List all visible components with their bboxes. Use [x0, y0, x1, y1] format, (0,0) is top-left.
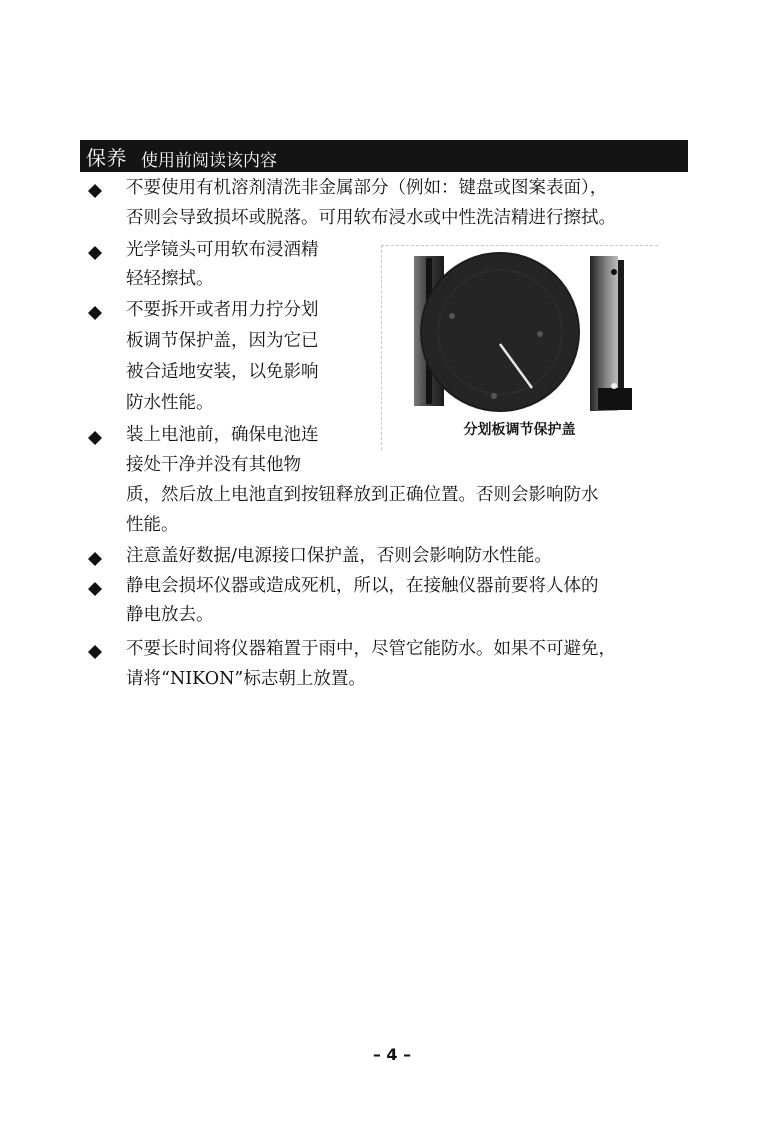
list-item-line: 不要使用有机溶剂清洗非金属部分（例如：键盘或图案表面），: [126, 178, 608, 198]
list-item-line: 质，然后放上电池直到按钮释放到正确位置。否则会影响防水: [126, 485, 599, 505]
figure-caption: 分划板调节保护盖: [463, 422, 576, 438]
bullet-diamond-icon: [88, 577, 110, 599]
section-title: 保养: [86, 146, 127, 170]
section-subtitle: 使用前阅读该内容: [141, 151, 277, 171]
list-item-line: 光学镜头可用软布浸酒精: [126, 240, 319, 260]
list-item-line: 静电放去。: [126, 605, 214, 625]
list-item-line: 防水性能。: [126, 393, 214, 413]
page-number: – 4 –: [372, 1045, 412, 1064]
reticle-cover-figure: [381, 245, 658, 450]
bullet-diamond-icon: [88, 241, 110, 263]
list-item-line: 请将“NIKON”标志朝上放置。: [126, 669, 366, 689]
list-item-line: 装上电池前，确保电池连: [126, 425, 319, 445]
list-item-line: 性能。: [126, 515, 179, 535]
bullet-diamond-icon: [88, 301, 110, 323]
section-header: [80, 140, 688, 172]
list-item-line: 被合适地安装，以免影响: [126, 362, 319, 382]
list-item-line: 接处干净并没有其他物: [126, 455, 301, 475]
list-item-line: 静电会损坏仪器或造成死机，所以，在接触仪器前要将人体的: [126, 576, 599, 596]
bullet-diamond-icon: [88, 640, 110, 662]
list-item-line: 否则会导致损坏或脱落。可用软布浸水或中性洗洁精进行擦拭。: [126, 208, 616, 228]
list-item-line: 板调节保护盖，因为它已: [126, 331, 319, 351]
bullet-diamond-icon: [88, 426, 110, 448]
list-item-line: 不要拆开或者用力拧分划: [126, 300, 319, 320]
list-item-line: 轻轻擦拭。: [126, 269, 214, 289]
bullet-diamond-icon: [88, 179, 110, 201]
bullet-diamond-icon: [88, 547, 110, 569]
list-item-line: 注意盖好数据/电源接口保护盖，否则会影响防水性能。: [126, 546, 552, 566]
list-item-line: 不要长时间将仪器箱置于雨中，尽管它能防水。如果不可避免，: [126, 639, 616, 659]
